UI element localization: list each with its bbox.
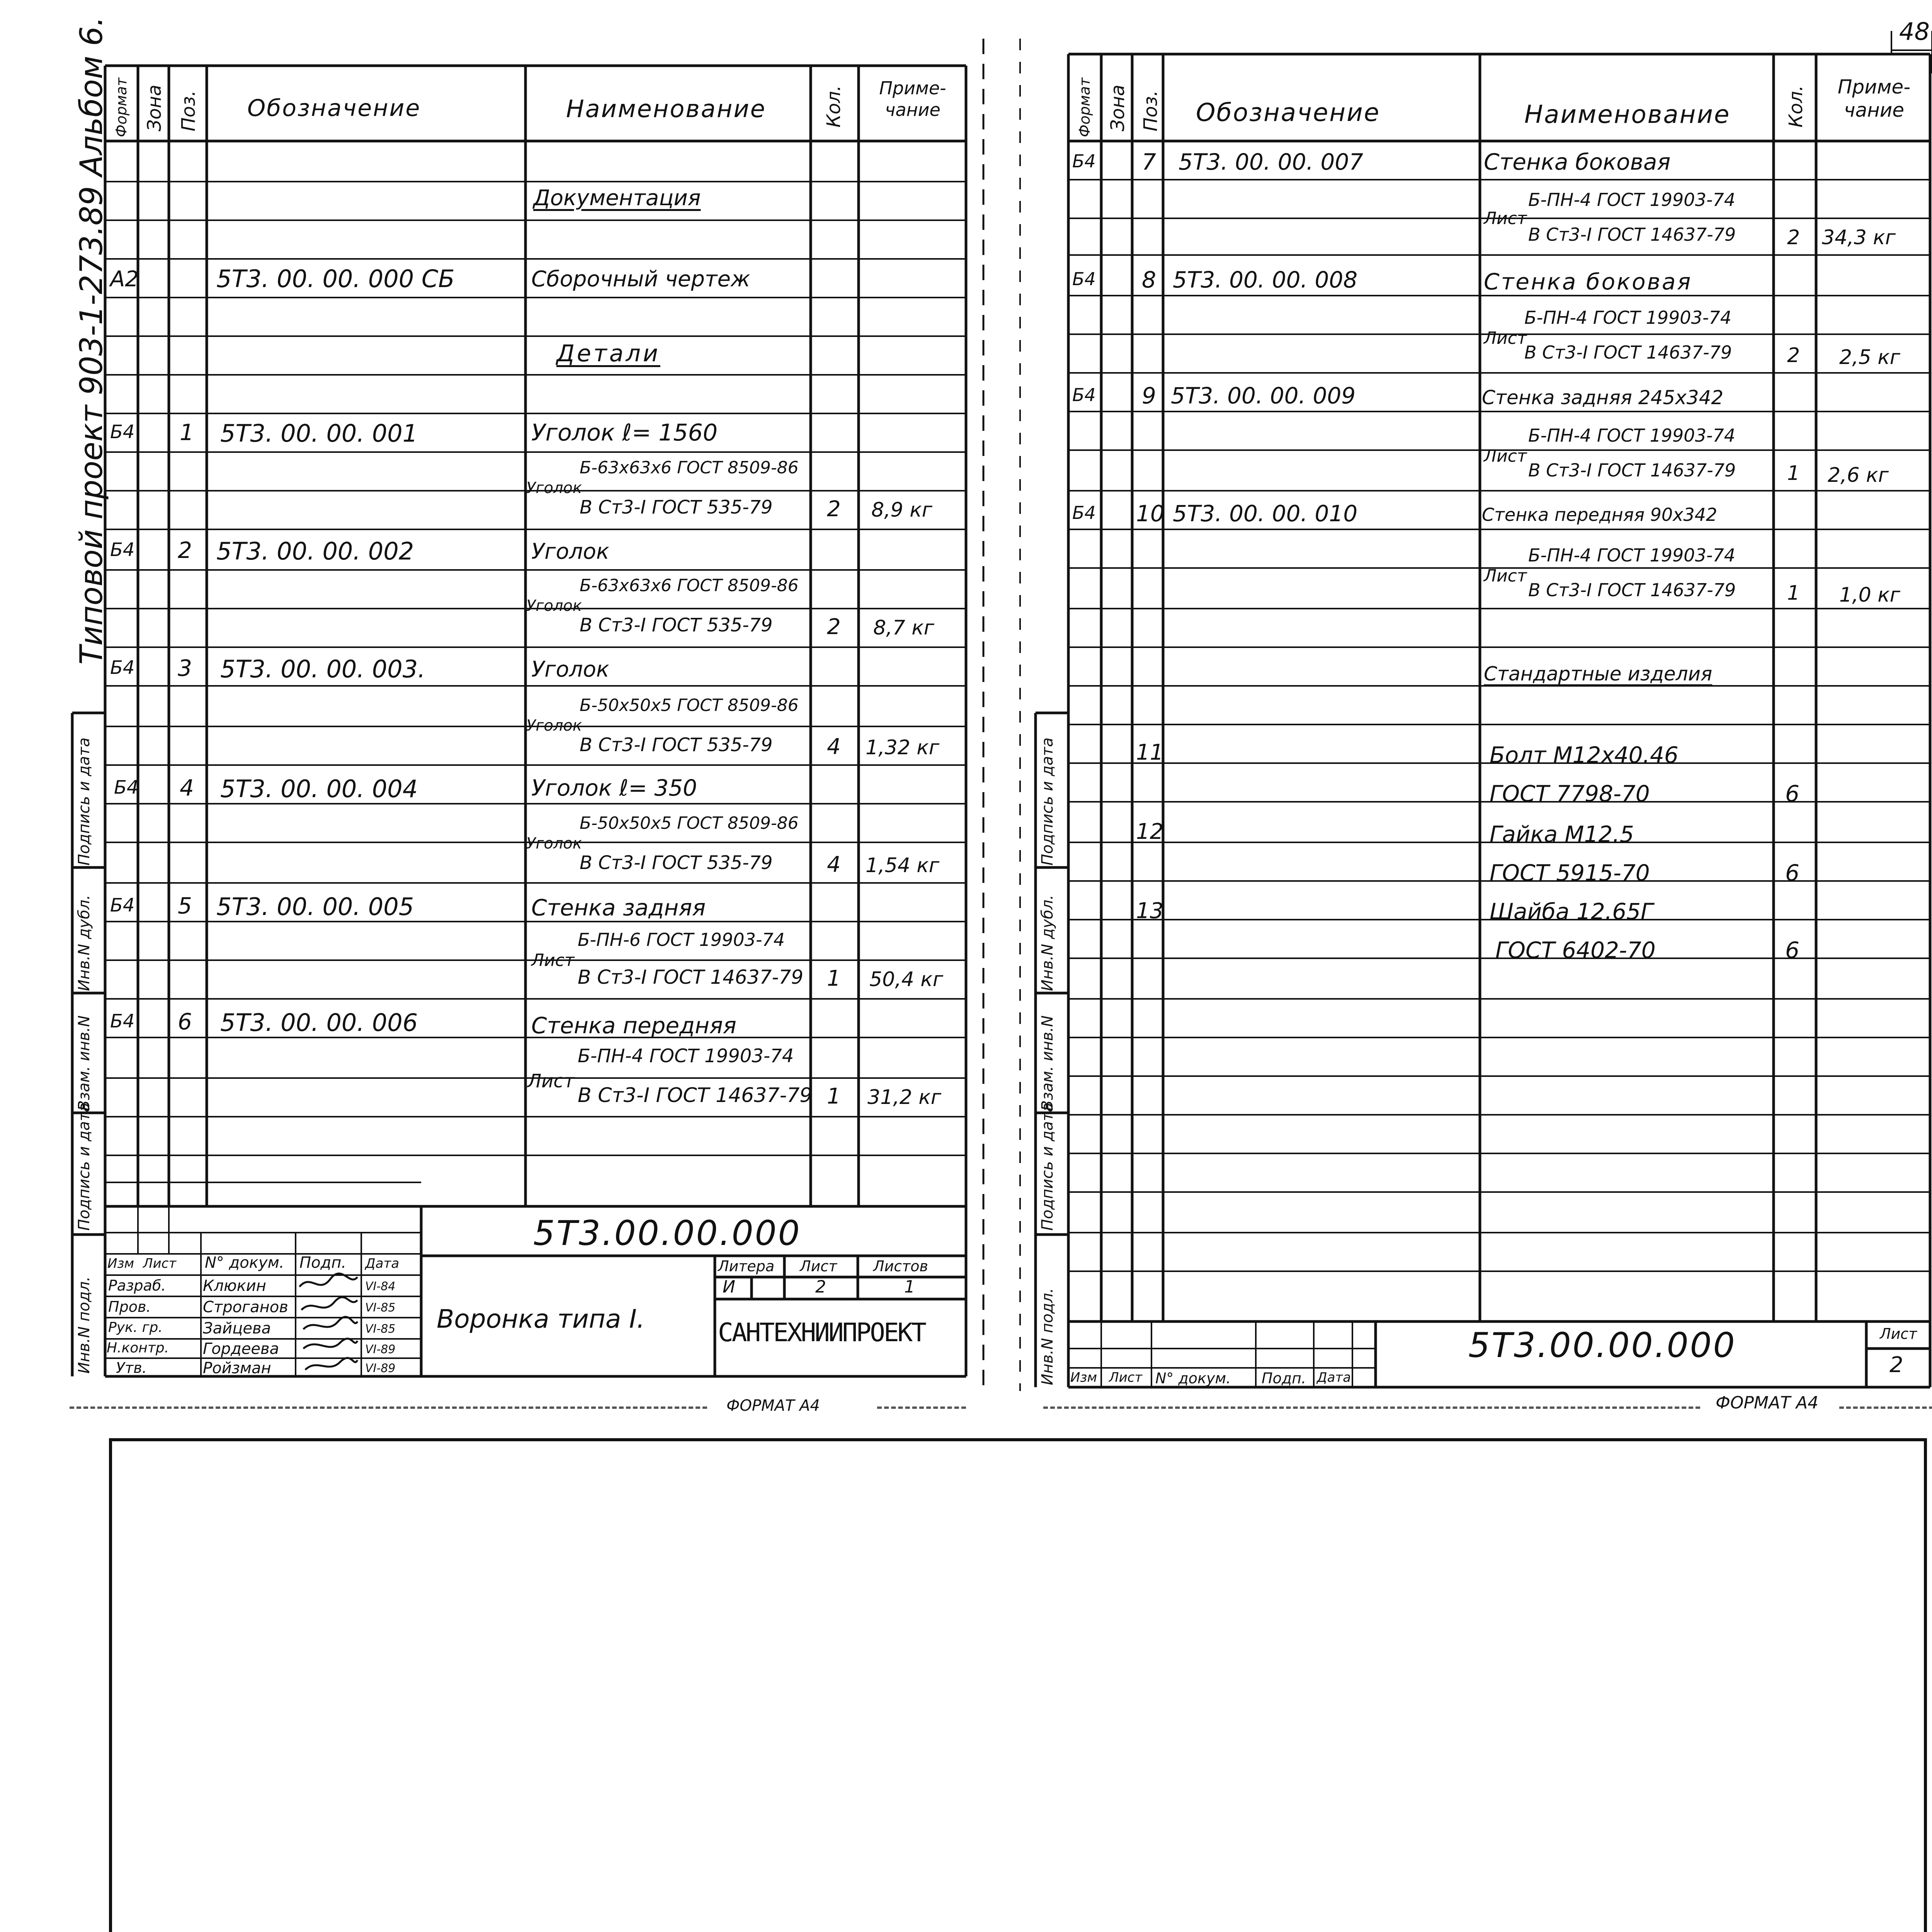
side-label-vzam: Взам. инв.N <box>1039 1015 1056 1111</box>
row-sub-bottom: В Ст3-I ГОСТ 14637-79 <box>578 966 804 988</box>
row-pos: 6 <box>178 1009 192 1035</box>
row-name: Гайка М12.5 <box>1490 821 1634 847</box>
tb-role: Рук. гр. <box>108 1320 163 1335</box>
row-sub-bottom: В Ст3-I ГОСТ 14637-79 <box>1528 224 1736 245</box>
header-zone: Зона <box>1107 85 1129 131</box>
row-note: 31,2 кг <box>867 1086 942 1109</box>
section-documentation: Документация <box>533 185 701 211</box>
row-format: Б4 <box>1072 502 1096 523</box>
row-sub-bottom: В Ст3-I ГОСТ 535-79 <box>580 852 773 874</box>
row-name: Уголок <box>531 657 609 682</box>
row-designation: 5Т3. 00. 00. 008 <box>1173 267 1358 293</box>
row-sub-prefix: Лист <box>527 1070 575 1092</box>
tb-date: VI-85 <box>365 1301 396 1315</box>
side-label-signature: Подпись и дата <box>75 1102 93 1231</box>
format-label-left: ФОРМАТ А4 <box>726 1397 820 1415</box>
format-line-right-2 <box>1839 1406 1932 1409</box>
header-name: Наименование <box>1524 100 1731 129</box>
row-designation: 5Т3. 00. 00. 005 <box>216 893 414 921</box>
title-stage-label: Литера <box>718 1258 775 1275</box>
title-doc-code: 5Т3.00.00.000 <box>533 1213 801 1253</box>
side-label-signature-2: Подпись и дата <box>75 737 93 866</box>
title-sheet: 2 <box>1889 1352 1903 1378</box>
row-format: Б4 <box>110 1010 135 1032</box>
row-qty: 4 <box>827 852 841 877</box>
side-label-inv-dubl: Инв.N дубл. <box>75 895 93 991</box>
row-qty: 2 <box>827 614 841 639</box>
row-sub-top: Б-50х50х5 ГОСТ 8509-86 <box>580 813 799 833</box>
tb-col-doc: N° докум. <box>1155 1370 1231 1387</box>
tb-col-date: Дата <box>1317 1370 1351 1385</box>
title-org: САНТЕХНИИПРОЕКТ <box>718 1318 925 1347</box>
tb-date: VI-89 <box>365 1362 396 1375</box>
title-sheet-label: Лист <box>1880 1325 1917 1342</box>
row-qty: 6 <box>1785 937 1799 963</box>
row-designation: 5Т3. 00. 00. 002 <box>216 537 414 565</box>
row-sub-prefix: Лист <box>1484 566 1527 586</box>
row-name: ГОСТ 7798-70 <box>1490 781 1650 807</box>
row-sub-bottom: В Ст3-I ГОСТ 535-79 <box>580 497 773 518</box>
format-line-left-2 <box>877 1406 966 1409</box>
row-sub-top: Б-ПН-4 ГОСТ 19903-74 <box>1528 425 1735 446</box>
row-name: Стенка передняя 90х342 <box>1482 504 1718 525</box>
row-pos: 5 <box>178 893 192 919</box>
row-format: А2 <box>110 267 139 292</box>
row-note: 8,7 кг <box>873 616 934 639</box>
row-sub-bottom: В Ст3-I ГОСТ 14637-79 <box>1528 460 1736 481</box>
row-pos: 9 <box>1142 383 1156 409</box>
row-designation: 5Т3. 00. 00. 004 <box>220 775 418 803</box>
row-qty: 6 <box>1785 860 1799 886</box>
row-pos: 3 <box>178 655 192 681</box>
album-note: Типовой проект 903-1-273.89 Альбом 6. <box>73 16 109 665</box>
row-sub-prefix: Уголок <box>526 717 582 735</box>
header-note: Приме-чание <box>879 78 946 120</box>
row-qty: 1 <box>827 966 841 991</box>
tb-col-list: Лист <box>1109 1370 1143 1385</box>
side-label-inv-dubl: Инв.N дубл. <box>1039 895 1056 991</box>
row-pos: 8 <box>1142 267 1156 293</box>
row-format: Б4 <box>1072 384 1096 405</box>
row-name: Шайба 12.65Г <box>1490 898 1653 925</box>
row-sub-top: Б-ПН-4 ГОСТ 19903-74 <box>1528 189 1735 210</box>
tb-col-sign: Подп. <box>299 1254 347 1272</box>
signature-scribbles <box>296 1271 361 1378</box>
row-qty: 6 <box>1785 781 1799 807</box>
header-format: Формат <box>113 77 130 137</box>
row-format: Б4 <box>110 421 135 443</box>
tb-col-izm: Изм <box>107 1256 134 1271</box>
row-format: Б4 <box>1072 151 1096 172</box>
row-pos: 1 <box>180 419 194 446</box>
tb-col-date: Дата <box>365 1256 400 1271</box>
tb-role: Утв. <box>116 1359 147 1376</box>
row-note: 1,32 кг <box>866 736 940 759</box>
row-name: Стенка задняя 245х342 <box>1482 386 1724 409</box>
row-pos: 11 <box>1136 740 1164 765</box>
row-qty: 2 <box>827 497 841 522</box>
side-label-signature-2: Подпись и дата <box>1039 737 1056 866</box>
row-qty: 4 <box>827 734 841 759</box>
blank-sheet-frame <box>109 1438 1927 1932</box>
row-designation: 5Т3. 00. 00. 009 <box>1171 383 1356 409</box>
row-qty: 2 <box>1787 344 1800 367</box>
row-name: Уголок ℓ= 350 <box>531 775 697 801</box>
row-name: Сборочный чертеж <box>531 267 750 292</box>
row-name: Стенка боковая <box>1484 149 1671 175</box>
header-name: Наименование <box>566 95 766 123</box>
tb-col-doc: N° докум. <box>205 1254 284 1272</box>
row-designation: 5Т3. 00. 00. 010 <box>1173 500 1358 527</box>
title-stage: И <box>723 1277 735 1297</box>
tb-person: Ройзман <box>203 1359 271 1377</box>
row-name: Стенка задняя <box>531 895 706 921</box>
page-number-top: 48 <box>1899 17 1930 46</box>
row-sub-top: Б-ПН-4 ГОСТ 19903-74 <box>578 1045 794 1067</box>
row-sub-prefix: Лист <box>1484 209 1527 228</box>
row-sub-prefix: Уголок <box>526 597 582 615</box>
row-note: 1,54 кг <box>866 854 940 877</box>
row-sub-prefix: Уголок <box>526 479 582 497</box>
side-label-inv-podl: Инв.N подл. <box>1039 1288 1056 1385</box>
row-pos: 2 <box>178 537 192 563</box>
row-format: Б4 <box>1072 269 1096 289</box>
header-zone: Зона <box>144 85 165 131</box>
tb-date: VI-84 <box>365 1280 396 1293</box>
row-designation: 5Т3. 00. 00. 001 <box>220 419 418 447</box>
header-note: Приме-чание <box>1837 76 1911 121</box>
tb-role: Разраб. <box>108 1277 166 1294</box>
tb-date: VI-89 <box>365 1343 396 1356</box>
row-sub-top: Б-ПН-4 ГОСТ 19903-74 <box>1524 307 1731 328</box>
title-sheet-label: Лист <box>800 1258 837 1275</box>
title-doc-code: 5Т3.00.00.000 <box>1468 1325 1736 1365</box>
row-sub-top: Б-ПН-4 ГОСТ 19903-74 <box>1528 545 1735 566</box>
row-pos: 12 <box>1136 819 1164 844</box>
row-pos: 4 <box>180 775 194 801</box>
row-note: 1,0 кг <box>1839 583 1900 607</box>
row-note: 50,4 кг <box>869 968 944 991</box>
row-name: Стенка передняя <box>531 1012 736 1039</box>
row-format: Б4 <box>110 895 135 916</box>
row-sub-bottom: В Ст3-I ГОСТ 535-79 <box>580 614 773 636</box>
side-label-inv-podl: Инв.N подл. <box>75 1276 93 1374</box>
row-name: Уголок <box>531 539 609 564</box>
row-designation: 5Т3. 00. 00. 000 СБ <box>216 265 455 293</box>
tb-role: Н.контр. <box>107 1340 169 1356</box>
row-designation: 5Т3. 00. 00. 003. <box>220 655 425 683</box>
tb-col-sign: Подп. <box>1262 1370 1306 1387</box>
header-format: Формат <box>1076 77 1093 137</box>
tb-role: Пров. <box>108 1298 151 1315</box>
row-sub-prefix: Уголок <box>526 835 582 852</box>
row-qty: 1 <box>1787 582 1800 605</box>
tb-date: VI-85 <box>365 1322 396 1336</box>
header-designation: Обозначение <box>1196 99 1381 127</box>
row-name: Уголок ℓ= 1560 <box>531 419 718 446</box>
row-designation: 5Т3. 00. 00. 006 <box>220 1009 418 1037</box>
tb-col-izm: Изм <box>1070 1370 1097 1385</box>
row-sub-top: Б-ПН-6 ГОСТ 19903-74 <box>578 929 785 950</box>
title-name: Воронка типа I. <box>437 1304 645 1334</box>
row-name: Стенка боковая <box>1484 269 1692 295</box>
format-label-right: ФОРМАТ А4 <box>1716 1393 1819 1413</box>
row-qty: 1 <box>827 1084 841 1109</box>
side-label-vzam: Взам. инв.N <box>75 1015 93 1111</box>
row-sub-bottom: В Ст3-I ГОСТ 14637-79 <box>1528 580 1736 600</box>
row-format: Б4 <box>114 777 139 798</box>
row-pos: 13 <box>1136 898 1164 923</box>
tb-person: Клюкин <box>203 1277 266 1295</box>
row-sub-prefix: Лист <box>1484 328 1527 348</box>
title-sheets-label: Листов <box>873 1258 928 1275</box>
row-qty: 2 <box>1787 226 1800 249</box>
title-sheet: 2 <box>815 1277 826 1297</box>
row-pos: 10 <box>1136 500 1165 527</box>
row-format: Б4 <box>110 539 135 561</box>
row-sub-top: Б-50х50х5 ГОСТ 8509-86 <box>580 696 799 715</box>
row-designation: 5Т3. 00. 00. 007 <box>1179 149 1364 175</box>
header-pos: Поз. <box>1140 90 1162 131</box>
section-details: Детали <box>556 340 660 367</box>
row-pos: 7 <box>1142 149 1156 175</box>
row-sub-bottom: В Ст3-I ГОСТ 14637-79 <box>578 1084 813 1107</box>
format-line-left <box>70 1406 707 1409</box>
row-note: 34,3 кг <box>1822 226 1896 249</box>
row-note: 8,9 кг <box>871 498 932 522</box>
row-note: 2,5 кг <box>1839 346 1900 369</box>
format-line-right <box>1043 1406 1700 1409</box>
tb-person: Строганов <box>203 1298 288 1316</box>
header-qty: Кол. <box>823 85 845 128</box>
tb-col-list: Лист <box>143 1256 177 1271</box>
row-name: ГОСТ 5915-70 <box>1490 860 1650 886</box>
tb-person: Зайцева <box>203 1320 271 1337</box>
row-sub-top: Б-63х63х6 ГОСТ 8509-86 <box>580 458 799 478</box>
header-designation: Обозначение <box>247 95 421 122</box>
row-sub-bottom: В Ст3-I ГОСТ 14637-79 <box>1524 342 1732 363</box>
row-name: ГОСТ 6402-70 <box>1495 937 1656 963</box>
section-standard-items: Стандартные изделия <box>1484 663 1713 685</box>
row-format: Б4 <box>110 657 135 679</box>
row-name: Болт М12х40.46 <box>1490 742 1679 768</box>
row-sub-top: Б-63х63х6 ГОСТ 8509-86 <box>580 576 799 595</box>
row-note: 2,6 кг <box>1828 464 1889 487</box>
row-sub-prefix: Лист <box>531 951 575 970</box>
row-sub-bottom: В Ст3-I ГОСТ 535-79 <box>580 734 773 756</box>
header-pos: Поз. <box>178 90 199 131</box>
side-label-signature: Подпись и дата <box>1039 1102 1056 1231</box>
header-qty: Кол. <box>1785 85 1807 128</box>
tb-person: Гордеева <box>203 1340 279 1358</box>
title-sheets: 1 <box>904 1277 915 1297</box>
row-sub-prefix: Лист <box>1484 446 1527 466</box>
row-qty: 1 <box>1787 462 1800 485</box>
